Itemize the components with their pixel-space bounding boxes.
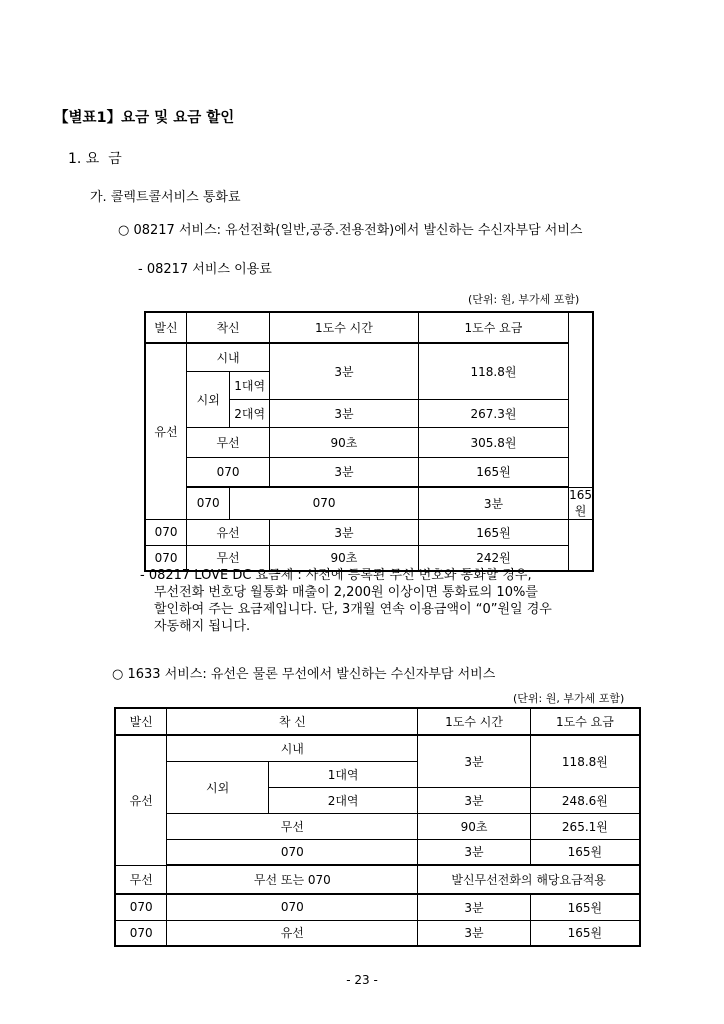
fee-070-wireless: 242원: [418, 545, 568, 571]
origin-070: 070: [187, 487, 230, 519]
time-070-wireless: 90초: [270, 545, 419, 571]
fee-zone2: 267.3원: [418, 399, 568, 427]
origin-wired: 유선: [115, 735, 167, 865]
origin-070: 070: [115, 920, 167, 946]
header-unit-time: 1도수 시간: [270, 312, 419, 343]
fee-070-070: 165원: [530, 894, 640, 920]
dest-070: 070: [187, 457, 270, 487]
fee-070-070: 165원: [569, 487, 592, 518]
time-070-wired: 3분: [270, 519, 419, 545]
fee-table-08217: [144, 311, 594, 572]
dest-wireless: 무선: [187, 545, 270, 571]
fee-070: 165원: [418, 457, 568, 487]
time-070: 3분: [270, 457, 419, 487]
origin-wired: 유선: [145, 343, 187, 519]
header-origin: 발신: [145, 312, 187, 343]
time-070-wired: 3분: [418, 920, 531, 946]
time-070-070: 3분: [418, 487, 568, 519]
fee-local: 118.8원: [530, 735, 640, 787]
page-number: - 23 -: [346, 973, 378, 987]
dest-local: 시내: [187, 343, 270, 371]
origin-070: 070: [145, 545, 187, 571]
time-zone2: 3분: [270, 399, 419, 427]
bullet-1633: ○ 1633 서비스: 유선은 물론 무선에서 발신하는 수신자부담 서비스: [112, 667, 496, 682]
bullet-08217: ○ 08217 서비스: 유선전화(일반,공중.전용전화)에서 발신하는 수신자부담 서비스: [118, 223, 583, 238]
unit-note-2: (단위: 원, 부가세 포함): [513, 692, 625, 705]
dest-wireless-or-070: 무선 또는 070: [167, 865, 418, 894]
dash-08217-fee: - 08217 서비스 이용료: [138, 262, 272, 277]
time-zone2: 3분: [418, 787, 531, 813]
fee-zone2: 248.6원: [530, 787, 640, 813]
header-unit-time: 1도수 시간: [418, 708, 531, 735]
unit-note-1: (단위: 원, 부가세 포함): [468, 293, 580, 306]
header-unit-fee: 1도수 요금: [530, 708, 640, 735]
fee-wireless: 265.1원: [530, 813, 640, 839]
origin-070: 070: [145, 519, 187, 545]
dest-070: 070: [167, 894, 418, 920]
fee-table-1633: [114, 707, 641, 947]
dest-zone2: 2대역: [230, 399, 270, 427]
dest-wired: 유선: [167, 920, 418, 946]
page-heading: 【별표1】요금 및 요금 할인: [54, 110, 235, 126]
note-line-4: 자동해지 됩니다.: [154, 619, 251, 634]
dest-long-distance: 시외: [187, 371, 230, 427]
time-070: 3분: [418, 839, 531, 865]
dest-wireless: 무선: [167, 813, 418, 839]
fee-070-wired: 165원: [530, 920, 640, 946]
note-line-3: 할인하여 주는 요금제입니다. 단, 3개월 연속 이용금액이 “0”원일 경우: [154, 602, 552, 617]
header-destination: 착 신: [167, 708, 418, 735]
dest-zone2: 2대역: [268, 787, 417, 813]
header-destination: 착신: [187, 312, 270, 343]
dest-070: 070: [167, 839, 418, 865]
fee-wireless: 305.8원: [418, 427, 568, 457]
fee-local: 118.8원: [418, 343, 568, 399]
time-070-070: 3분: [418, 894, 531, 920]
time-local: 3분: [418, 735, 531, 787]
dest-wired: 유선: [187, 519, 270, 545]
subsection-title: 가. 콜렉트콜서비스 통화료: [90, 190, 241, 205]
time-local: 3분: [270, 343, 419, 399]
note-line-1: - 08217 LOVE DC 요금제 : 사전에 등록된 무선 번호와 통화할 경우,: [140, 568, 532, 583]
fee-070-wired: 165원: [418, 519, 568, 545]
dest-070: 070: [230, 487, 418, 519]
header-origin: 발신: [115, 708, 167, 735]
time-wireless: 90초: [270, 427, 419, 457]
fee-070: 165원: [530, 839, 640, 865]
section-title: 1. 요 금: [68, 151, 122, 167]
note-line-2: 무선전화 번호당 월통화 매출이 2,200원 이상이면 통화료의 10%를: [154, 585, 538, 600]
time-wireless: 90초: [418, 813, 531, 839]
dest-zone1: 1대역: [230, 371, 270, 399]
love-dc-note: [140, 567, 640, 635]
dest-zone1: 1대역: [268, 761, 417, 787]
origin-wireless: 무선: [115, 865, 167, 894]
origin-070: 070: [115, 894, 167, 920]
dest-long-distance: 시외: [167, 761, 269, 813]
dest-wireless: 무선: [187, 427, 270, 457]
dest-local: 시내: [167, 735, 418, 761]
header-unit-fee: 1도수 요금: [418, 312, 568, 343]
apply-origin-rate: 발신무선전화의 해당요금적용: [418, 865, 640, 894]
